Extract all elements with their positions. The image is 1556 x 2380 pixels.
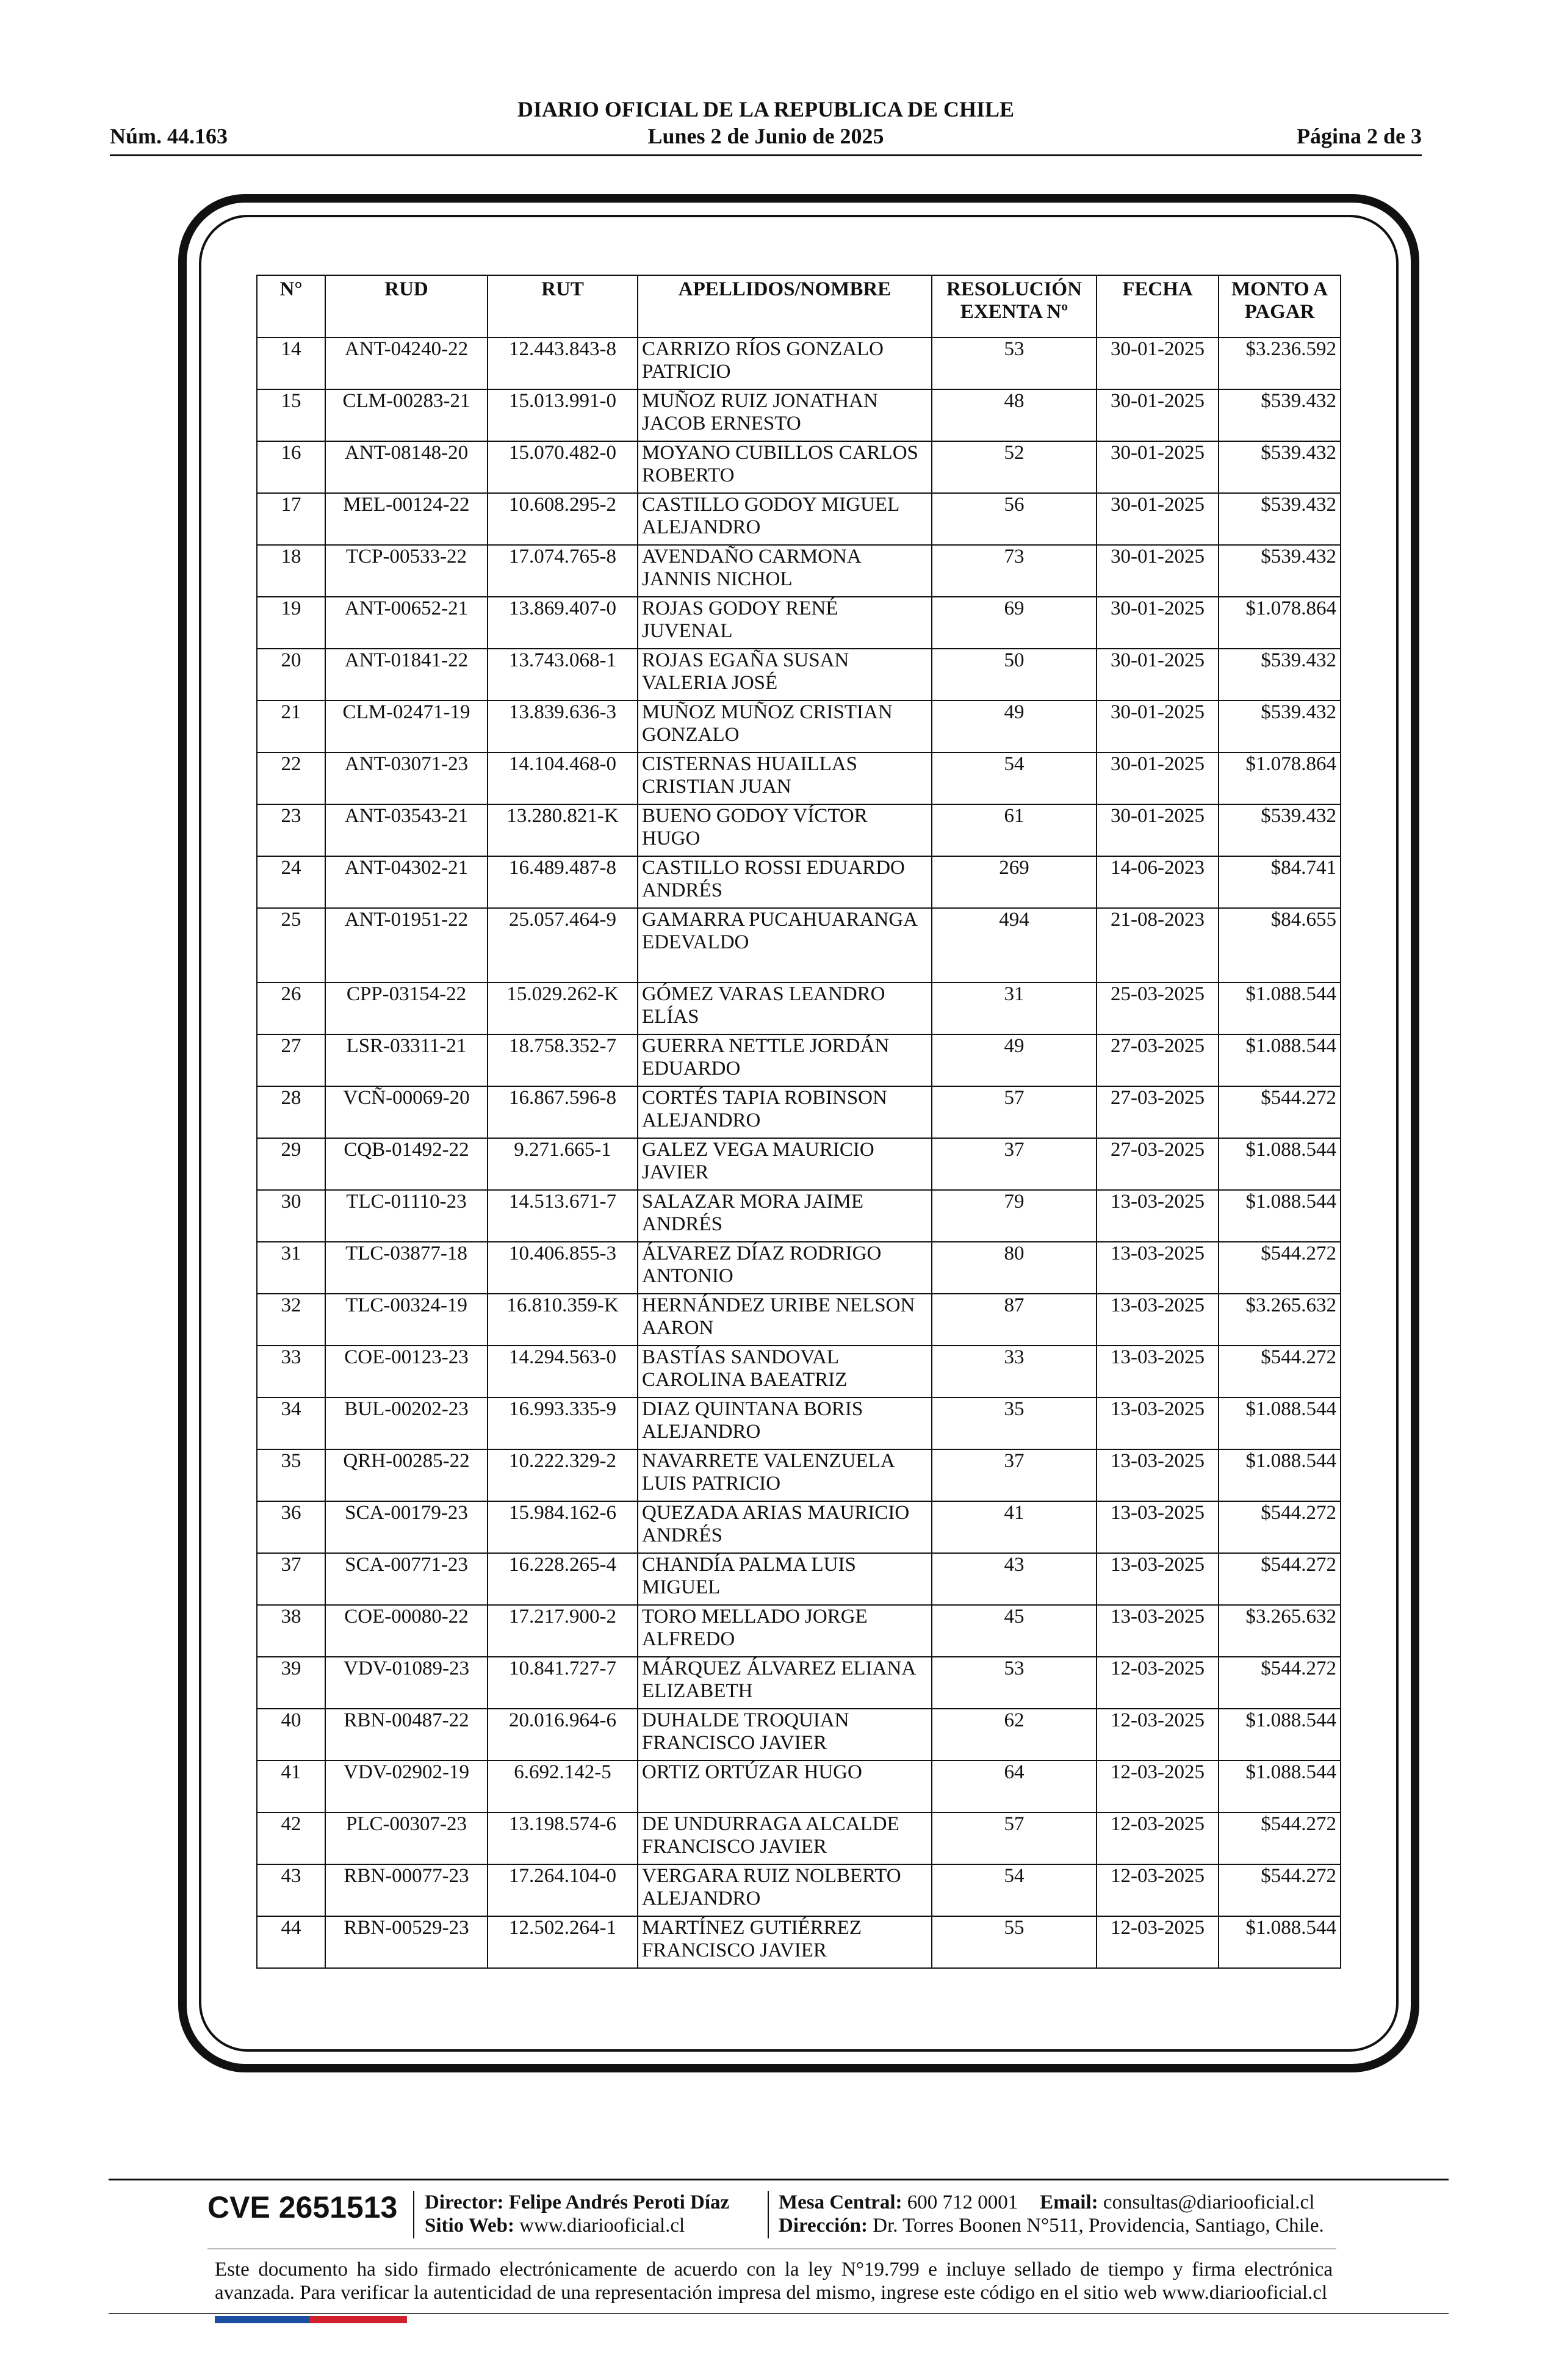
rud-cell: TLC-01110-23 bbox=[325, 1190, 488, 1242]
table-row bbox=[257, 1709, 1341, 1761]
resolution-cell: 54 bbox=[932, 1864, 1097, 1916]
row-number: 15 bbox=[257, 389, 325, 441]
column-header: FECHA bbox=[1097, 275, 1219, 337]
resolution-cell: 31 bbox=[932, 983, 1097, 1034]
column-header: APELLIDOS/NOMBRE bbox=[638, 275, 932, 337]
amount-cell: $544.272 bbox=[1219, 1086, 1341, 1138]
rut-cell: 10.608.295-2 bbox=[488, 493, 638, 545]
date-cell: 30-01-2025 bbox=[1097, 389, 1219, 441]
name-cell: MARTÍNEZ GUTIÉRREZ FRANCISCO JAVIER bbox=[638, 1916, 932, 1968]
address-label: Dirección: bbox=[779, 2215, 868, 2237]
name-cell: GUERRA NETTLE JORDÁN EDUARDO bbox=[638, 1034, 932, 1086]
rut-cell: 15.013.991-0 bbox=[488, 389, 638, 441]
row-number: 21 bbox=[257, 701, 325, 752]
flag-stripe-blue bbox=[215, 2316, 309, 2323]
row-number: 22 bbox=[257, 752, 325, 804]
amount-cell: $1.088.544 bbox=[1219, 1916, 1341, 1968]
table-row bbox=[257, 1138, 1341, 1190]
row-number: 44 bbox=[257, 1916, 325, 1968]
name-cell: CASTILLO GODOY MIGUEL ALEJANDRO bbox=[638, 493, 932, 545]
rut-cell: 16.228.265-4 bbox=[488, 1553, 638, 1605]
date-cell: 30-01-2025 bbox=[1097, 441, 1219, 493]
signature-note: Este documento ha sido firmado electrónicamente de acuerdo con la ley N°19.799 e incluye sellado de tiempo y firma electrónica avanzada. Para verificar la autenticidad de una representación impresa del mismo, ingrese este código en el sitio web www.diariooficial.cl bbox=[215, 2259, 1333, 2304]
resolution-cell: 87 bbox=[932, 1294, 1097, 1346]
column-header: RUD bbox=[325, 275, 488, 337]
name-cell: VERGARA RUIZ NOLBERTO ALEJANDRO bbox=[638, 1864, 932, 1916]
rut-cell: 10.841.727-7 bbox=[488, 1657, 638, 1709]
footer-contact-block bbox=[779, 2191, 1324, 2237]
resolution-cell: 79 bbox=[932, 1190, 1097, 1242]
row-number: 34 bbox=[257, 1397, 325, 1449]
mesa-phone: 600 712 0001 bbox=[907, 2191, 1018, 2213]
column-header: RESOLUCIÓN EXENTA Nº bbox=[932, 275, 1097, 337]
resolution-cell: 48 bbox=[932, 389, 1097, 441]
rud-cell: ANT-01841-22 bbox=[325, 649, 488, 701]
date-cell: 25-03-2025 bbox=[1097, 983, 1219, 1034]
table-row bbox=[257, 983, 1341, 1034]
date-cell: 13-03-2025 bbox=[1097, 1242, 1219, 1294]
resolution-cell: 37 bbox=[932, 1138, 1097, 1190]
date-cell: 21-08-2023 bbox=[1097, 908, 1219, 983]
amount-cell: $539.432 bbox=[1219, 804, 1341, 856]
amount-cell: $539.432 bbox=[1219, 649, 1341, 701]
table-row bbox=[257, 752, 1341, 804]
rut-cell: 13.198.574-6 bbox=[488, 1812, 638, 1864]
amount-cell: $3.265.632 bbox=[1219, 1294, 1341, 1346]
rut-cell: 13.869.407-0 bbox=[488, 597, 638, 649]
name-cell: GAMARRA PUCAHUARANGA EDEVALDO bbox=[638, 908, 932, 983]
rud-cell: VCÑ-00069-20 bbox=[325, 1086, 488, 1138]
rut-cell: 12.443.843-8 bbox=[488, 337, 638, 389]
resolution-cell: 41 bbox=[932, 1501, 1097, 1553]
row-number: 38 bbox=[257, 1605, 325, 1657]
date-cell: 13-03-2025 bbox=[1097, 1346, 1219, 1397]
table-row bbox=[257, 1605, 1341, 1657]
rud-cell: CLM-00283-21 bbox=[325, 389, 488, 441]
fines-table bbox=[256, 275, 1341, 1969]
name-cell: MUÑOZ RUIZ JONATHAN JACOB ERNESTO bbox=[638, 389, 932, 441]
date-cell: 27-03-2025 bbox=[1097, 1086, 1219, 1138]
date-cell: 27-03-2025 bbox=[1097, 1034, 1219, 1086]
row-number: 42 bbox=[257, 1812, 325, 1864]
date-cell: 27-03-2025 bbox=[1097, 1138, 1219, 1190]
header-divider bbox=[110, 154, 1422, 156]
column-header: N° bbox=[257, 275, 325, 337]
resolution-cell: 53 bbox=[932, 1657, 1097, 1709]
email-label: Email: bbox=[1040, 2191, 1098, 2213]
rud-cell: PLC-00307-23 bbox=[325, 1812, 488, 1864]
amount-cell: $544.272 bbox=[1219, 1864, 1341, 1916]
column-header: MONTO A PAGAR bbox=[1219, 275, 1341, 337]
rut-cell: 10.406.855-3 bbox=[488, 1242, 638, 1294]
resolution-cell: 64 bbox=[932, 1761, 1097, 1812]
name-cell: ORTIZ ORTÚZAR HUGO bbox=[638, 1761, 932, 1812]
amount-cell: $3.236.592 bbox=[1219, 337, 1341, 389]
footer-separator bbox=[413, 2191, 414, 2238]
date-cell: 13-03-2025 bbox=[1097, 1190, 1219, 1242]
row-number: 39 bbox=[257, 1657, 325, 1709]
rud-cell: SCA-00771-23 bbox=[325, 1553, 488, 1605]
resolution-cell: 53 bbox=[932, 337, 1097, 389]
footer-director-block bbox=[425, 2191, 729, 2237]
page-number: Página 2 de 3 bbox=[1296, 124, 1422, 148]
amount-cell: $539.432 bbox=[1219, 389, 1341, 441]
name-cell: CORTÉS TAPIA ROBINSON ALEJANDRO bbox=[638, 1086, 932, 1138]
rut-cell: 16.867.596-8 bbox=[488, 1086, 638, 1138]
resolution-cell: 45 bbox=[932, 1605, 1097, 1657]
rud-cell: CLM-02471-19 bbox=[325, 701, 488, 752]
footer-divider bbox=[109, 2179, 1449, 2180]
date-cell: 14-06-2023 bbox=[1097, 856, 1219, 908]
director-name: Felipe Andrés Peroti Díaz bbox=[508, 2191, 730, 2213]
table-row bbox=[257, 337, 1341, 389]
row-number: 43 bbox=[257, 1864, 325, 1916]
amount-cell: $1.088.544 bbox=[1219, 1138, 1341, 1190]
rud-cell: CQB-01492-22 bbox=[325, 1138, 488, 1190]
rut-cell: 15.029.262-K bbox=[488, 983, 638, 1034]
table-row bbox=[257, 856, 1341, 908]
name-cell: DE UNDURRAGA ALCALDE FRANCISCO JAVIER bbox=[638, 1812, 932, 1864]
name-cell: CASTILLO ROSSI EDUARDO ANDRÉS bbox=[638, 856, 932, 908]
rut-cell: 6.692.142-5 bbox=[488, 1761, 638, 1812]
date-cell: 12-03-2025 bbox=[1097, 1864, 1219, 1916]
row-number: 32 bbox=[257, 1294, 325, 1346]
rud-cell: RBN-00487-22 bbox=[325, 1709, 488, 1761]
name-cell: MOYANO CUBILLOS CARLOS ROBERTO bbox=[638, 441, 932, 493]
rut-cell: 12.502.264-1 bbox=[488, 1916, 638, 1968]
issue-date: Lunes 2 de Junio de 2025 bbox=[647, 124, 884, 148]
row-number: 16 bbox=[257, 441, 325, 493]
table-row bbox=[257, 441, 1341, 493]
name-cell: QUEZADA ARIAS MAURICIO ANDRÉS bbox=[638, 1501, 932, 1553]
resolution-cell: 33 bbox=[932, 1346, 1097, 1397]
resolution-cell: 62 bbox=[932, 1709, 1097, 1761]
rut-cell: 10.222.329-2 bbox=[488, 1449, 638, 1501]
rut-cell: 14.294.563-0 bbox=[488, 1346, 638, 1397]
email-link[interactable]: consultas@diariooficial.cl bbox=[1103, 2191, 1315, 2213]
resolution-cell: 49 bbox=[932, 701, 1097, 752]
name-cell: CISTERNAS HUAILLAS CRISTIAN JUAN bbox=[638, 752, 932, 804]
resolution-cell: 52 bbox=[932, 441, 1097, 493]
table-row bbox=[257, 389, 1341, 441]
resolution-cell: 61 bbox=[932, 804, 1097, 856]
date-cell: 13-03-2025 bbox=[1097, 1449, 1219, 1501]
row-number: 30 bbox=[257, 1190, 325, 1242]
footer-bottom-divider bbox=[109, 2313, 1449, 2314]
director-label: Director: bbox=[425, 2191, 504, 2213]
rut-cell: 18.758.352-7 bbox=[488, 1034, 638, 1086]
rud-cell: ANT-04302-21 bbox=[325, 856, 488, 908]
issue-number: Núm. 44.163 bbox=[110, 124, 228, 148]
rud-cell: RBN-00077-23 bbox=[325, 1864, 488, 1916]
row-number: 25 bbox=[257, 908, 325, 983]
row-number: 27 bbox=[257, 1034, 325, 1086]
amount-cell: $1.088.544 bbox=[1219, 1709, 1341, 1761]
amount-cell: $539.432 bbox=[1219, 701, 1341, 752]
date-cell: 13-03-2025 bbox=[1097, 1501, 1219, 1553]
rud-cell: TCP-00533-22 bbox=[325, 545, 488, 597]
table-row bbox=[257, 1761, 1341, 1812]
rut-cell: 14.104.468-0 bbox=[488, 752, 638, 804]
resolution-cell: 269 bbox=[932, 856, 1097, 908]
date-cell: 12-03-2025 bbox=[1097, 1812, 1219, 1864]
row-number: 18 bbox=[257, 545, 325, 597]
rud-cell: ANT-01951-22 bbox=[325, 908, 488, 983]
table-row bbox=[257, 1501, 1341, 1553]
name-cell: ÁLVAREZ DÍAZ RODRIGO ANTONIO bbox=[638, 1242, 932, 1294]
amount-cell: $544.272 bbox=[1219, 1553, 1341, 1605]
rut-cell: 13.280.821-K bbox=[488, 804, 638, 856]
row-number: 37 bbox=[257, 1553, 325, 1605]
rud-cell: VDV-02902-19 bbox=[325, 1761, 488, 1812]
resolution-cell: 57 bbox=[932, 1086, 1097, 1138]
name-cell: SALAZAR MORA JAIME ANDRÉS bbox=[638, 1190, 932, 1242]
table-row bbox=[257, 1864, 1341, 1916]
row-number: 24 bbox=[257, 856, 325, 908]
rud-cell: COE-00080-22 bbox=[325, 1605, 488, 1657]
date-cell: 30-01-2025 bbox=[1097, 649, 1219, 701]
table-header-row bbox=[257, 275, 1341, 337]
rud-cell: TLC-03877-18 bbox=[325, 1242, 488, 1294]
name-cell: BUENO GODOY VÍCTOR HUGO bbox=[638, 804, 932, 856]
table-row bbox=[257, 493, 1341, 545]
name-cell: HERNÁNDEZ URIBE NELSON AARON bbox=[638, 1294, 932, 1346]
table-row bbox=[257, 1553, 1341, 1605]
row-number: 31 bbox=[257, 1242, 325, 1294]
date-cell: 12-03-2025 bbox=[1097, 1709, 1219, 1761]
name-cell: CHANDÍA PALMA LUIS MIGUEL bbox=[638, 1553, 932, 1605]
table-row bbox=[257, 1812, 1341, 1864]
row-number: 19 bbox=[257, 597, 325, 649]
web-label: Sitio Web: bbox=[425, 2215, 515, 2237]
table-row bbox=[257, 545, 1341, 597]
table-row bbox=[257, 1294, 1341, 1346]
table-row bbox=[257, 1190, 1341, 1242]
page-header bbox=[110, 92, 1422, 159]
row-number: 36 bbox=[257, 1501, 325, 1553]
date-cell: 30-01-2025 bbox=[1097, 701, 1219, 752]
date-cell: 30-01-2025 bbox=[1097, 597, 1219, 649]
rud-cell: MEL-00124-22 bbox=[325, 493, 488, 545]
date-cell: 12-03-2025 bbox=[1097, 1916, 1219, 1968]
row-number: 20 bbox=[257, 649, 325, 701]
rud-cell: CPP-03154-22 bbox=[325, 983, 488, 1034]
rud-cell: SCA-00179-23 bbox=[325, 1501, 488, 1553]
name-cell: GÓMEZ VARAS LEANDRO ELÍAS bbox=[638, 983, 932, 1034]
resolution-cell: 57 bbox=[932, 1812, 1097, 1864]
footer-separator bbox=[768, 2191, 769, 2238]
resolution-cell: 69 bbox=[932, 597, 1097, 649]
amount-cell: $3.265.632 bbox=[1219, 1605, 1341, 1657]
date-cell: 30-01-2025 bbox=[1097, 493, 1219, 545]
rud-cell: VDV-01089-23 bbox=[325, 1657, 488, 1709]
name-cell: DUHALDE TROQUIAN FRANCISCO JAVIER bbox=[638, 1709, 932, 1761]
date-cell: 12-03-2025 bbox=[1097, 1657, 1219, 1709]
address-value: Dr. Torres Boonen N°511, Providencia, Santiago, Chile. bbox=[873, 2215, 1324, 2237]
table-row bbox=[257, 908, 1341, 983]
table-row bbox=[257, 1086, 1341, 1138]
mesa-label: Mesa Central: bbox=[779, 2191, 902, 2213]
table-row bbox=[257, 1916, 1341, 1968]
amount-cell: $1.088.544 bbox=[1219, 1034, 1341, 1086]
rut-cell: 16.489.487-8 bbox=[488, 856, 638, 908]
column-header: RUT bbox=[488, 275, 638, 337]
cve-code: CVE 2651513 bbox=[207, 2190, 398, 2224]
table-row bbox=[257, 597, 1341, 649]
date-cell: 30-01-2025 bbox=[1097, 804, 1219, 856]
amount-cell: $1.088.544 bbox=[1219, 1397, 1341, 1449]
row-number: 17 bbox=[257, 493, 325, 545]
rud-cell: BUL-00202-23 bbox=[325, 1397, 488, 1449]
name-cell: BASTÍAS SANDOVAL CAROLINA BAEATRIZ bbox=[638, 1346, 932, 1397]
amount-cell: $1.088.544 bbox=[1219, 1761, 1341, 1812]
amount-cell: $539.432 bbox=[1219, 493, 1341, 545]
rud-cell: RBN-00529-23 bbox=[325, 1916, 488, 1968]
resolution-cell: 50 bbox=[932, 649, 1097, 701]
name-cell: CARRIZO RÍOS GONZALO PATRICIO bbox=[638, 337, 932, 389]
name-cell: GALEZ VEGA MAURICIO JAVIER bbox=[638, 1138, 932, 1190]
rud-cell: COE-00123-23 bbox=[325, 1346, 488, 1397]
amount-cell: $544.272 bbox=[1219, 1242, 1341, 1294]
date-cell: 13-03-2025 bbox=[1097, 1605, 1219, 1657]
row-number: 26 bbox=[257, 983, 325, 1034]
rut-cell: 17.217.900-2 bbox=[488, 1605, 638, 1657]
amount-cell: $1.078.864 bbox=[1219, 752, 1341, 804]
resolution-cell: 43 bbox=[932, 1553, 1097, 1605]
table-row bbox=[257, 1346, 1341, 1397]
rud-cell: QRH-00285-22 bbox=[325, 1449, 488, 1501]
row-number: 33 bbox=[257, 1346, 325, 1397]
table-row bbox=[257, 1397, 1341, 1449]
rut-cell: 9.271.665-1 bbox=[488, 1138, 638, 1190]
rut-cell: 15.984.162-6 bbox=[488, 1501, 638, 1553]
resolution-cell: 80 bbox=[932, 1242, 1097, 1294]
amount-cell: $544.272 bbox=[1219, 1346, 1341, 1397]
date-cell: 30-01-2025 bbox=[1097, 545, 1219, 597]
table-row bbox=[257, 701, 1341, 752]
row-number: 28 bbox=[257, 1086, 325, 1138]
name-cell: NAVARRETE VALENZUELA LUIS PATRICIO bbox=[638, 1449, 932, 1501]
amount-cell: $544.272 bbox=[1219, 1657, 1341, 1709]
name-cell: DIAZ QUINTANA BORIS ALEJANDRO bbox=[638, 1397, 932, 1449]
amount-cell: $1.088.544 bbox=[1219, 1449, 1341, 1501]
flag-stripe-red bbox=[309, 2316, 407, 2323]
date-cell: 30-01-2025 bbox=[1097, 752, 1219, 804]
rut-cell: 17.264.104-0 bbox=[488, 1864, 638, 1916]
table-row bbox=[257, 804, 1341, 856]
row-number: 29 bbox=[257, 1138, 325, 1190]
rut-cell: 13.839.636-3 bbox=[488, 701, 638, 752]
row-number: 23 bbox=[257, 804, 325, 856]
resolution-cell: 494 bbox=[932, 908, 1097, 983]
name-cell: AVENDAÑO CARMONA JANNIS NICHOL bbox=[638, 545, 932, 597]
rut-cell: 17.074.765-8 bbox=[488, 545, 638, 597]
date-cell: 30-01-2025 bbox=[1097, 337, 1219, 389]
rut-cell: 15.070.482-0 bbox=[488, 441, 638, 493]
rud-cell: ANT-03543-21 bbox=[325, 804, 488, 856]
amount-cell: $544.272 bbox=[1219, 1812, 1341, 1864]
table-row bbox=[257, 1242, 1341, 1294]
resolution-cell: 35 bbox=[932, 1397, 1097, 1449]
rud-cell: ANT-08148-20 bbox=[325, 441, 488, 493]
name-cell: ROJAS EGAÑA SUSAN VALERIA JOSÉ bbox=[638, 649, 932, 701]
name-cell: ROJAS GODOY RENÉ JUVENAL bbox=[638, 597, 932, 649]
resolution-cell: 55 bbox=[932, 1916, 1097, 1968]
table-body bbox=[257, 337, 1341, 1968]
rud-cell: ANT-00652-21 bbox=[325, 597, 488, 649]
amount-cell: $544.272 bbox=[1219, 1501, 1341, 1553]
rud-cell: ANT-04240-22 bbox=[325, 337, 488, 389]
amount-cell: $1.078.864 bbox=[1219, 597, 1341, 649]
table-row bbox=[257, 1657, 1341, 1709]
amount-cell: $84.655 bbox=[1219, 908, 1341, 983]
amount-cell: $539.432 bbox=[1219, 441, 1341, 493]
resolution-cell: 49 bbox=[932, 1034, 1097, 1086]
resolution-cell: 54 bbox=[932, 752, 1097, 804]
rud-cell: ANT-03071-23 bbox=[325, 752, 488, 804]
amount-cell: $84.741 bbox=[1219, 856, 1341, 908]
amount-cell: $539.432 bbox=[1219, 545, 1341, 597]
rut-cell: 16.993.335-9 bbox=[488, 1397, 638, 1449]
date-cell: 13-03-2025 bbox=[1097, 1397, 1219, 1449]
footer-inner-divider bbox=[207, 2248, 1336, 2249]
date-cell: 13-03-2025 bbox=[1097, 1294, 1219, 1346]
amount-cell: $1.088.544 bbox=[1219, 1190, 1341, 1242]
rut-cell: 25.057.464-9 bbox=[488, 908, 638, 983]
row-number: 14 bbox=[257, 337, 325, 389]
rud-cell: TLC-00324-19 bbox=[325, 1294, 488, 1346]
resolution-cell: 73 bbox=[932, 545, 1097, 597]
date-cell: 12-03-2025 bbox=[1097, 1761, 1219, 1812]
rut-cell: 16.810.359-K bbox=[488, 1294, 638, 1346]
row-number: 40 bbox=[257, 1709, 325, 1761]
date-cell: 13-03-2025 bbox=[1097, 1553, 1219, 1605]
amount-cell: $1.088.544 bbox=[1219, 983, 1341, 1034]
web-link[interactable]: www.diariooficial.cl bbox=[519, 2215, 685, 2237]
rut-cell: 14.513.671-7 bbox=[488, 1190, 638, 1242]
rud-cell: LSR-03311-21 bbox=[325, 1034, 488, 1086]
row-number: 35 bbox=[257, 1449, 325, 1501]
table-row bbox=[257, 649, 1341, 701]
publication-title: DIARIO OFICIAL DE LA REPUBLICA DE CHILE bbox=[517, 97, 1015, 121]
table-row bbox=[257, 1449, 1341, 1501]
resolution-cell: 37 bbox=[932, 1449, 1097, 1501]
rut-cell: 13.743.068-1 bbox=[488, 649, 638, 701]
table-row bbox=[257, 1034, 1341, 1086]
name-cell: TORO MELLADO JORGE ALFREDO bbox=[638, 1605, 932, 1657]
rut-cell: 20.016.964-6 bbox=[488, 1709, 638, 1761]
resolution-cell: 56 bbox=[932, 493, 1097, 545]
name-cell: MUÑOZ MUÑOZ CRISTIAN GONZALO bbox=[638, 701, 932, 752]
name-cell: MÁRQUEZ ÁLVAREZ ELIANA ELIZABETH bbox=[638, 1657, 932, 1709]
row-number: 41 bbox=[257, 1761, 325, 1812]
